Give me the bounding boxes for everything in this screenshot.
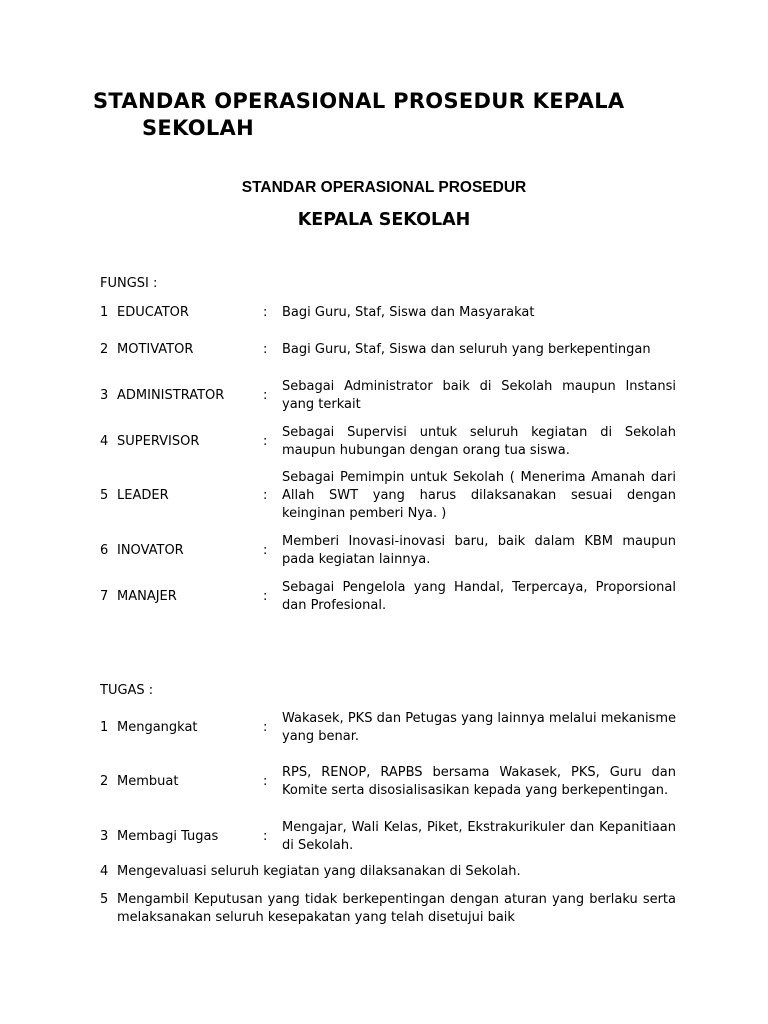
row-label: INOVATOR <box>117 543 184 558</box>
tugas-row-5 <box>100 891 676 927</box>
row-colon: : <box>263 543 268 558</box>
row-number: 3 <box>100 829 109 844</box>
fungsi-row-2 <box>100 331 676 369</box>
tugas-row-3 <box>100 818 676 856</box>
row-colon: : <box>263 774 268 789</box>
row-label: ADMINISTRATOR <box>117 388 225 403</box>
row-number: 7 <box>100 589 109 604</box>
fungsi-row-7 <box>100 578 676 616</box>
tugas-row-4 <box>100 863 676 881</box>
subtitle-line-1: STANDAR OPERASIONAL PROSEDUR <box>241 179 527 196</box>
row-description: Sebagai Pemimpin untuk Sekolah ( Menerima Amanah dari Allah SWT yang harus dilaksanakan sesuai dengan keinginan pemberi Nya. ) <box>282 470 676 521</box>
row-colon: : <box>263 305 268 320</box>
row-colon: : <box>263 829 268 844</box>
row-number: 1 <box>100 305 109 320</box>
row-description: RPS, RENOP, RAPBS bersama Wakasek, PKS, Guru dan Komite serta disosialisasikan kepada yang berkepentingan. <box>282 765 676 798</box>
row-description: Bagi Guru, Staf, Siswa dan seluruh yang berkepentingan <box>282 342 651 357</box>
row-colon: : <box>263 720 268 735</box>
subtitle-line-2: KEPALA SEKOLAH <box>297 210 471 230</box>
fungsi-row-3 <box>100 377 676 415</box>
row-description: Bagi Guru, Staf, Siswa dan Masyarakat <box>282 305 535 320</box>
row-label: MANAJER <box>117 589 177 604</box>
tugas-heading: TUGAS : <box>100 683 154 698</box>
row-label: EDUCATOR <box>117 305 189 320</box>
row-colon: : <box>263 434 268 449</box>
row-label: Membuat <box>117 774 179 789</box>
tugas-row-1 <box>100 709 676 747</box>
fungsi-row-6 <box>100 532 676 570</box>
row-colon: : <box>263 589 268 604</box>
row-colon: : <box>263 342 268 357</box>
row-number: 5 <box>100 892 109 907</box>
document-title-line-1: STANDAR OPERASIONAL PROSEDUR KEPALA <box>93 89 625 113</box>
tugas-row-2 <box>100 754 676 810</box>
row-label: LEADER <box>117 488 169 503</box>
row-number: 6 <box>100 543 109 558</box>
row-description: Mengajar, Wali Kelas, Piket, Ekstrakurikuler dan Kepanitiaan di Sekolah. <box>282 820 676 853</box>
fungsi-row-4 <box>100 423 676 461</box>
row-number: 2 <box>100 774 109 789</box>
row-description: Sebagai Pengelola yang Handal, Terpercaya, Proporsional dan Profesional. <box>282 580 676 613</box>
row-number: 1 <box>100 720 109 735</box>
row-number: 3 <box>100 388 109 403</box>
row-description: Memberi Inovasi-inovasi baru, baik dalam KBM maupun pada kegiatan lainnya. <box>282 534 676 567</box>
fungsi-heading: FUNGSI : <box>100 276 158 291</box>
fungsi-row-5 <box>100 468 676 524</box>
row-text: Mengevaluasi seluruh kegiatan yang dilaksanakan di Sekolah. <box>117 864 521 879</box>
row-number: 5 <box>100 488 109 503</box>
row-description: Sebagai Administrator baik di Sekolah maupun Instansi yang terkait <box>282 379 676 412</box>
document-title-line-2: SEKOLAH <box>142 116 254 140</box>
row-number: 2 <box>100 342 109 357</box>
document-title <box>93 88 693 142</box>
row-label: Membagi Tugas <box>117 829 219 844</box>
row-description: Sebagai Supervisi untuk seluruh kegiatan di Sekolah maupun hubungan dengan orang tua siswa. <box>282 425 676 458</box>
row-text: Mengambil Keputusan yang tidak berkepentingan dengan aturan yang berlaku serta melaksanakan seluruh kesepakatan yang telah disetujui baik <box>117 892 676 925</box>
row-label: MOTIVATOR <box>117 342 194 357</box>
row-number: 4 <box>100 864 109 879</box>
row-label: SUPERVISOR <box>117 434 200 449</box>
row-number: 4 <box>100 434 109 449</box>
fungsi-row-1 <box>100 303 676 323</box>
row-description: Wakasek, PKS dan Petugas yang lainnya melalui mekanisme yang benar. <box>282 711 676 744</box>
row-label: Mengangkat <box>117 720 198 735</box>
row-colon: : <box>263 388 268 403</box>
row-colon: : <box>263 488 268 503</box>
